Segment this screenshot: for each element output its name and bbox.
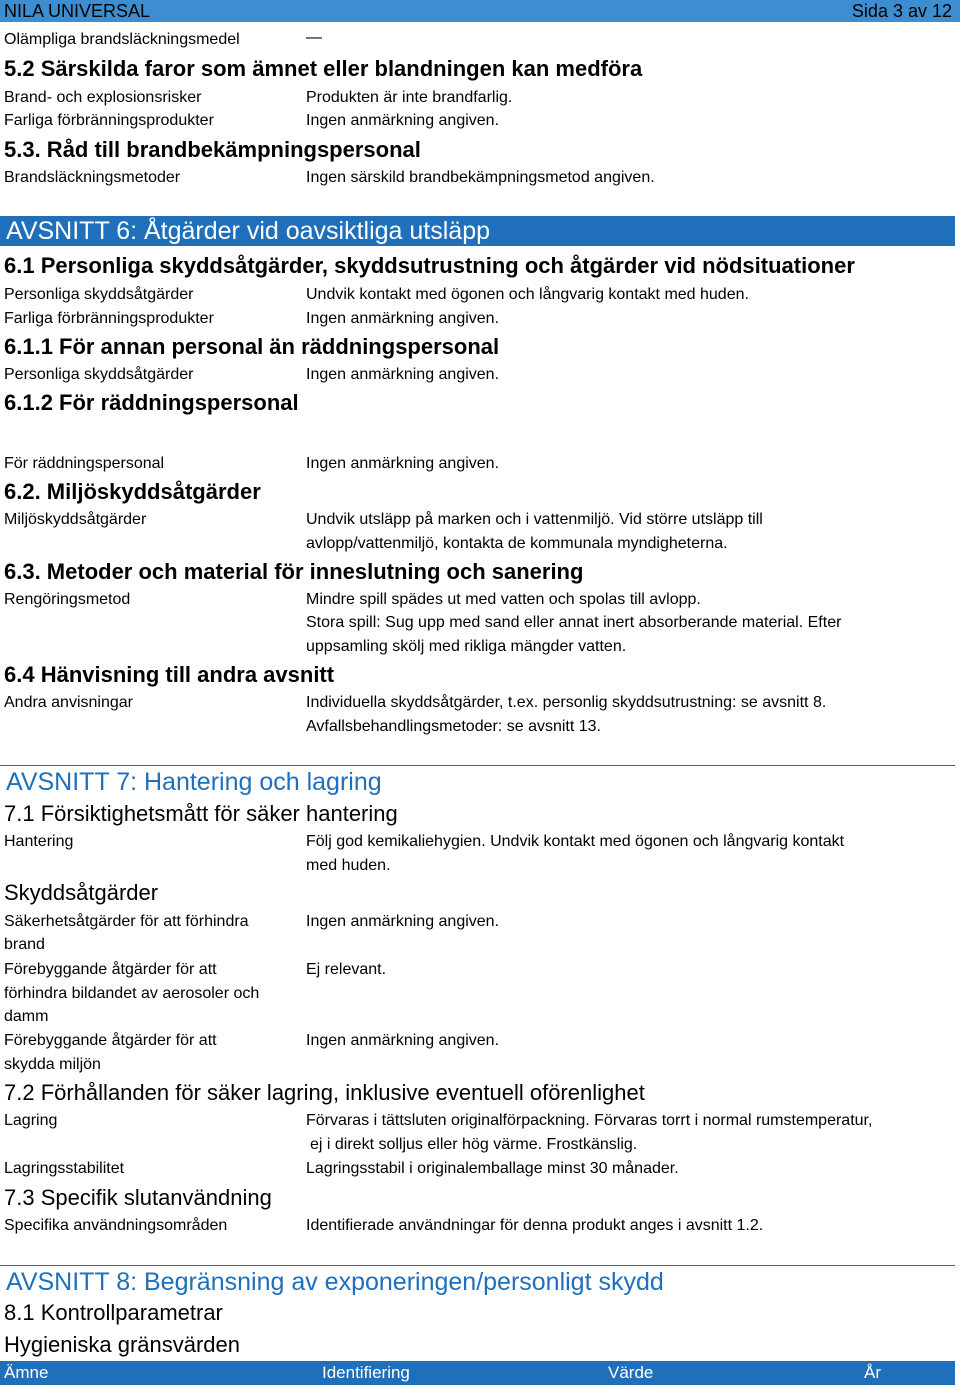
combustion-value-6: Ingen anmärkning angiven. [306, 310, 500, 327]
extinguish-method-label: Brandsläckningsmetoder [4, 169, 181, 186]
section-8-title: AVSNITT 8: Begränsning av exponeringen/personligt skydd [6, 1268, 664, 1296]
unsuitable-label: Olämpliga brandsläckningsmedel [4, 31, 240, 48]
other-value-line1: Individuella skyddsåtgärder, t.ex. personlig skyddsutrustning: se avsnitt 8. [306, 694, 827, 711]
heading-6-2: 6.2. Miljöskyddsåtgärder [4, 479, 261, 504]
heading-8-1: 8.1 Kontrollparametrar [4, 1300, 223, 1325]
ppe2-value: Ingen anmärkning angiven. [306, 366, 500, 383]
section-7-bar [0, 765, 955, 796]
other-label: Andra anvisningar [4, 694, 133, 711]
fire-risk-label: Brand- och explosionsrisker [4, 89, 202, 106]
protective-measures-heading: Skyddsåtgärder [4, 880, 159, 905]
heading-7-1: 7.1 Försiktighetsmått för säker hantering [4, 801, 398, 826]
unsuitable-value: — [306, 29, 322, 46]
env-label: Miljöskyddsåtgärder [4, 511, 147, 528]
env-protect-label-line2: skydda miljön [4, 1056, 101, 1073]
use-label: Specifika användningsområden [4, 1217, 228, 1234]
heading-6-1-2: 6.1.2 För räddningspersonal [4, 390, 299, 415]
handling-label: Hantering [4, 833, 74, 850]
column-header-value: Värde [608, 1363, 654, 1382]
ppe2-label: Personliga skyddsåtgärder [4, 366, 194, 383]
combustion-label: Farliga förbränningsprodukter [4, 112, 214, 129]
env-protect-label-line1: Förebyggande åtgärder för att [4, 1032, 217, 1049]
storage-value-line1: Förvaras i tättsluten originalförpackning. Förvaras torrt i normal rumstemperatur, [306, 1112, 873, 1129]
extinguish-method-value: Ingen särskild brandbekämpningsmetod angiven. [306, 169, 655, 186]
ppe-value: Undvik kontakt med ögonen och långvarig kontakt med huden. [306, 286, 749, 303]
env-value-line2: avlopp/vattenmiljö, kontakta de kommunala myndigheterna. [306, 535, 728, 552]
combustion-label-6: Farliga förbränningsprodukter [4, 310, 214, 327]
env-value-line1: Undvik utsläpp på marken och i vattenmiljö. Vid större utsläpp till [306, 511, 763, 528]
storage-label: Lagring [4, 1112, 58, 1129]
cleaning-value-line1: Mindre spill spädes ut med vatten och spolas till avlopp. [306, 591, 701, 608]
company-name: NILA UNIVERSAL [4, 1, 151, 21]
stability-label: Lagringsstabilitet [4, 1160, 125, 1177]
heading-6-3: 6.3. Metoder och material för inneslutning och sanering [4, 559, 584, 584]
aerosol-value: Ej relevant. [306, 961, 387, 978]
exposure-table-header [0, 1361, 955, 1385]
heading-7-3: 7.3 Specifik slutanvändning [4, 1185, 272, 1210]
ppe-label: Personliga skyddsåtgärder [4, 286, 194, 303]
section-7-title: AVSNITT 7: Hantering och lagring [6, 768, 382, 796]
fire-prevention-label-line2: brand [4, 936, 45, 953]
section-8-bar [0, 1265, 955, 1296]
column-header-identification: Identifiering [322, 1363, 410, 1382]
aerosol-label-line1: Förebyggande åtgärder för att [4, 961, 217, 978]
rescue-label: För räddningspersonal [4, 455, 165, 472]
other-value-line2: Avfallsbehandlingsmetoder: se avsnitt 13. [306, 718, 601, 735]
column-header-substance: Ämne [4, 1363, 49, 1382]
page-number: Sida 3 av 12 [851, 1, 952, 21]
aerosol-label-line2: förhindra bildandet av aerosoler och [4, 985, 260, 1002]
heading-6-1: 6.1 Personliga skyddsåtgärder, skyddsutrustning och åtgärder vid nödsituationer [4, 253, 855, 278]
page-header [0, 0, 960, 22]
rescue-value: Ingen anmärkning angiven. [306, 455, 500, 472]
env-protect-value: Ingen anmärkning angiven. [306, 1032, 500, 1049]
aerosol-label-line3: damm [4, 1008, 49, 1025]
heading-5-2: 5.2 Särskilda faror som ämnet eller blandningen kan medföra [4, 56, 643, 81]
use-value: Identifierade användningar för denna produkt anges i avsnitt 1.2. [306, 1217, 764, 1234]
storage-value-line2: ej i direkt solljus eller hög värme. Frostkänslig. [310, 1136, 638, 1153]
stability-value: Lagringsstabil i originalemballage minst 30 månader. [306, 1160, 679, 1177]
heading-7-2: 7.2 Förhållanden för säker lagring, inklusive eventuell oförenlighet [4, 1080, 645, 1105]
fire-risk-value: Produkten är inte brandfarlig. [306, 89, 513, 106]
heading-6-4: 6.4 Hänvisning till andra avsnitt [4, 662, 335, 687]
handling-value-line2: med huden. [306, 857, 391, 874]
column-header-year: År [864, 1363, 881, 1382]
cleaning-label: Rengöringsmetod [4, 591, 131, 608]
combustion-value: Ingen anmärkning angiven. [306, 112, 500, 129]
handling-value-line1: Följ god kemikaliehygien. Undvik kontakt med ögonen och långvarig kontakt [306, 833, 845, 850]
cleaning-value-line3: uppsamling skölj med rikliga mängder vatten. [306, 638, 627, 655]
section-6-title: AVSNITT 6: Åtgärder vid oavsiktliga utsläpp [6, 217, 491, 245]
heading-5-3: 5.3. Råd till brandbekämpningspersonal [4, 137, 421, 162]
fire-prevention-value: Ingen anmärkning angiven. [306, 913, 500, 930]
heading-6-1-1: 6.1.1 För annan personal än räddningspersonal [4, 334, 500, 359]
fire-prevention-label-line1: Säkerhetsåtgärder för att förhindra [4, 913, 249, 930]
cleaning-value-line2: Stora spill: Sug upp med sand eller annat inert absorberande material. Efter [306, 614, 842, 631]
section-6-bar [0, 216, 955, 246]
exposure-limits-heading: Hygieniska gränsvärden [4, 1332, 241, 1357]
